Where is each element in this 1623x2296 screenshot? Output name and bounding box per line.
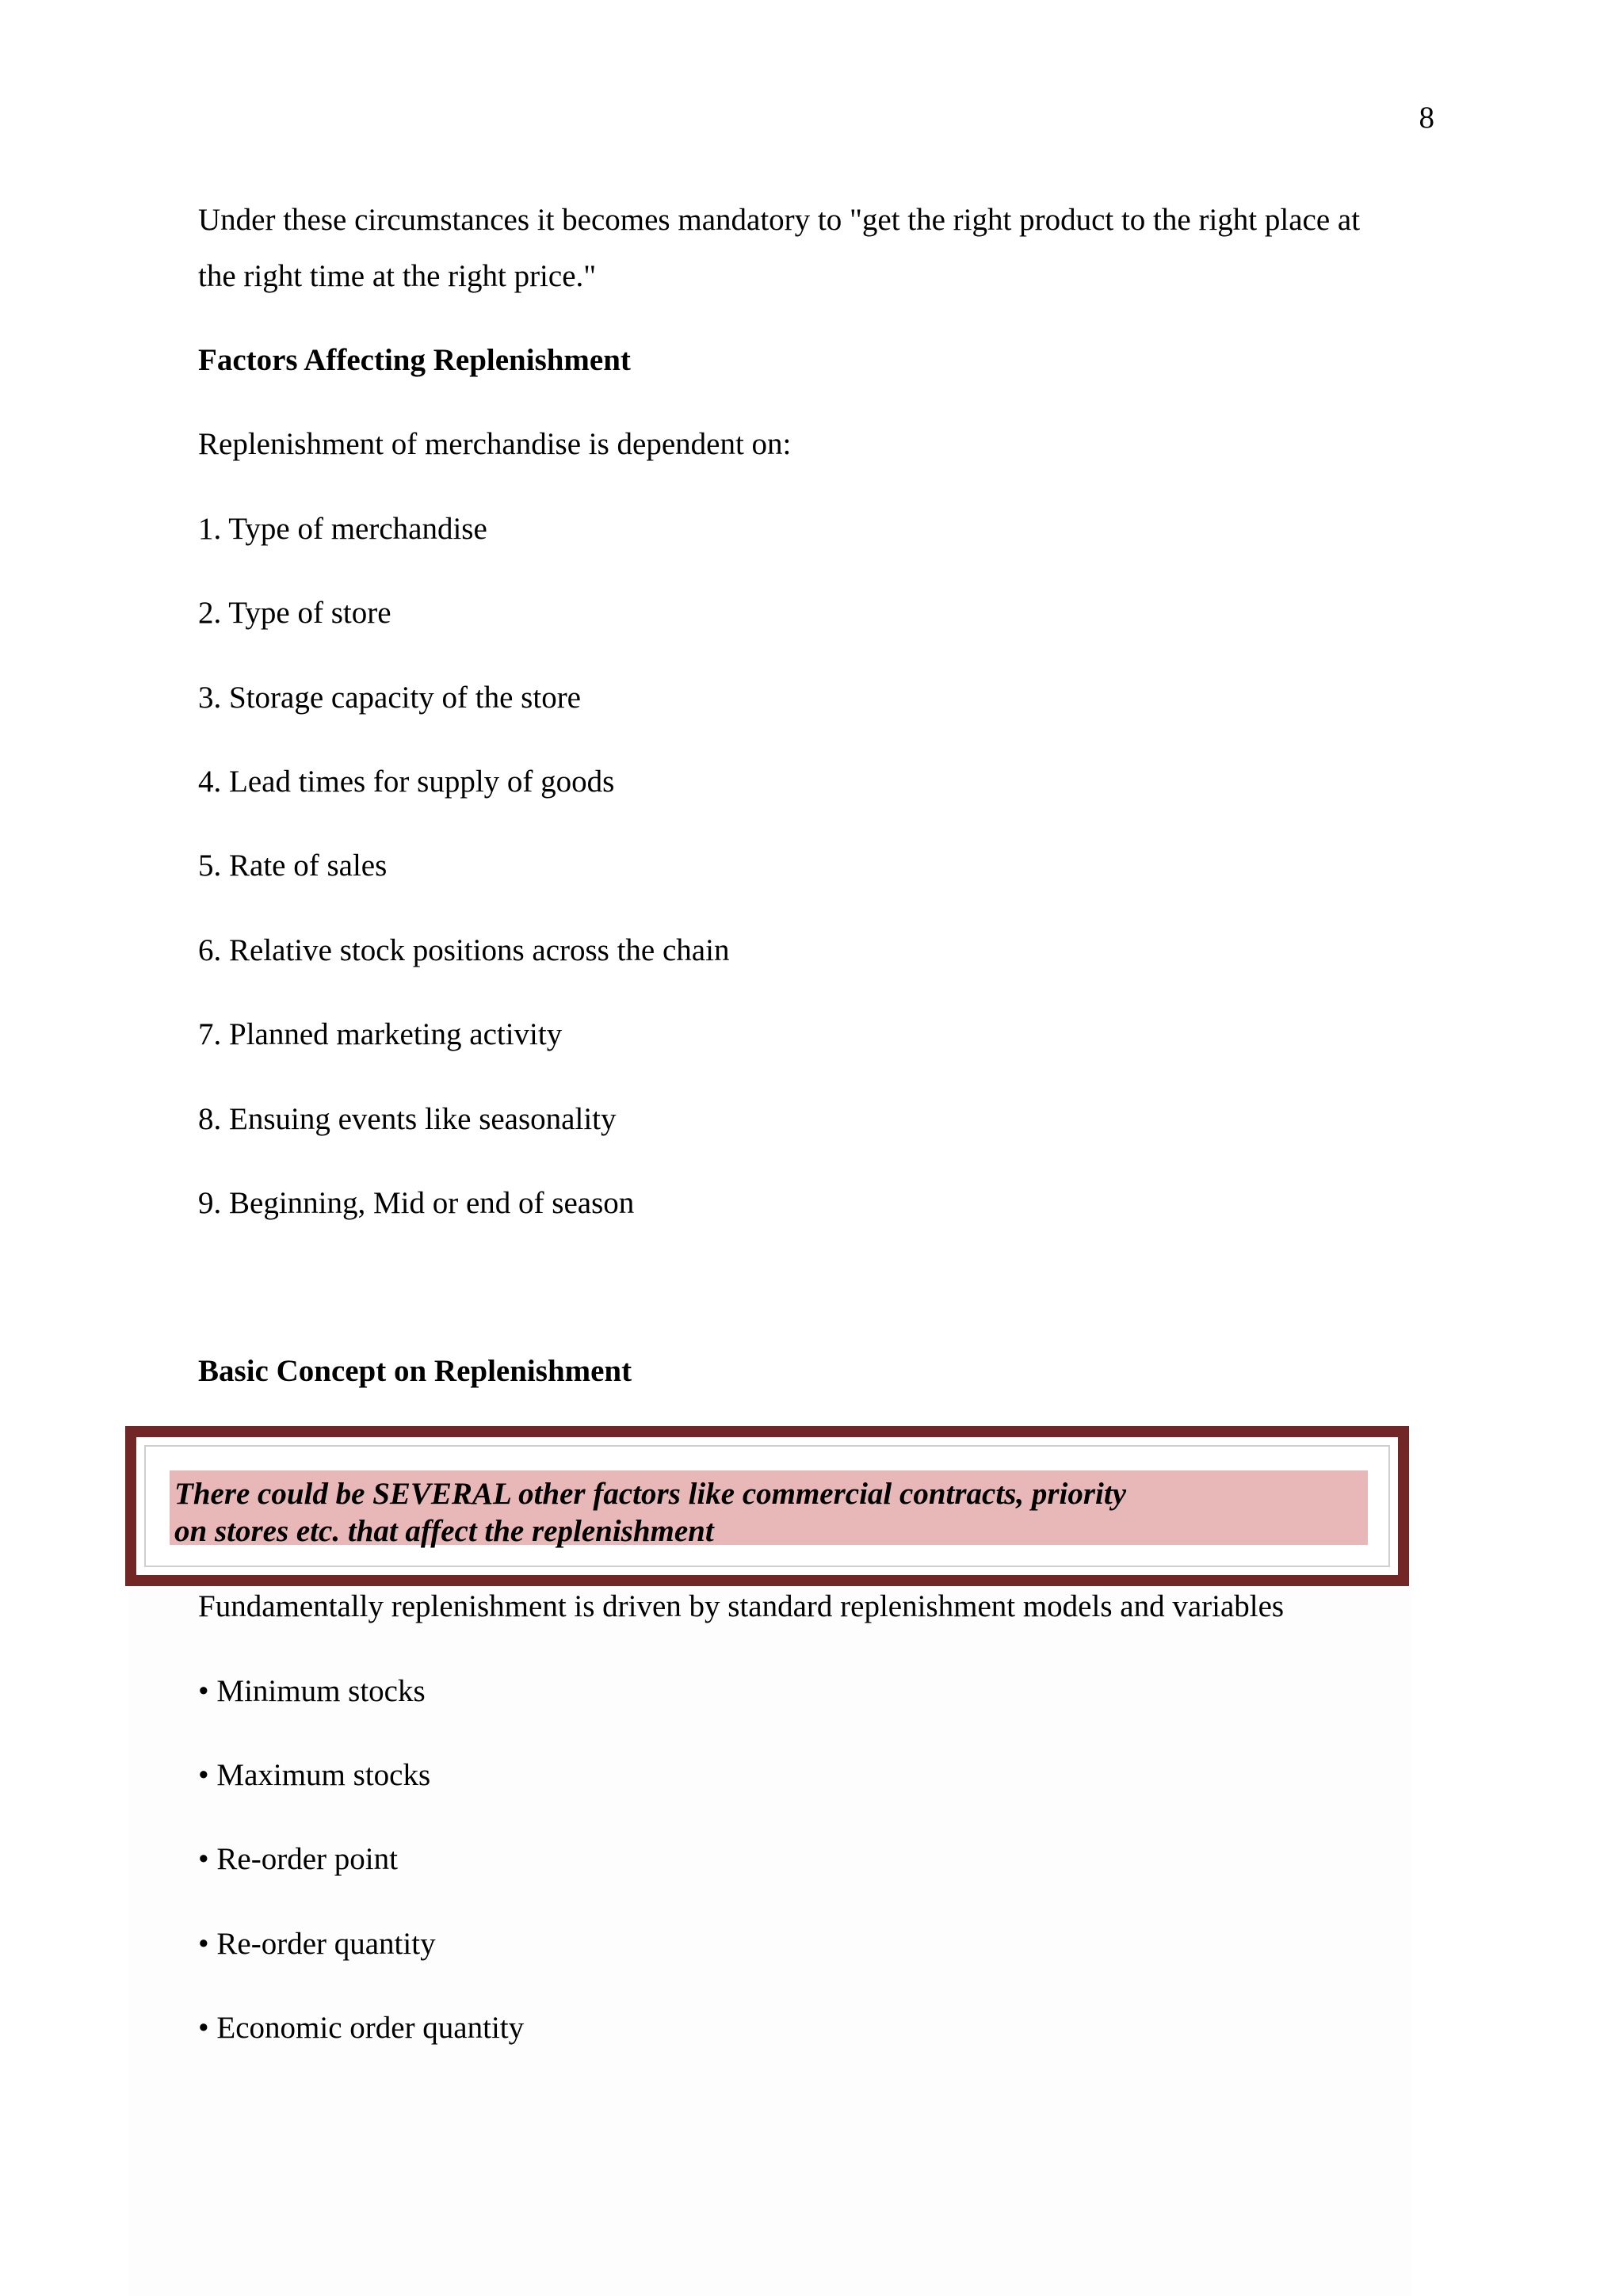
callout-line-1: There could be SEVERAL other factors like commercial contracts, priority — [174, 1477, 1127, 1511]
intro-line-2: the right time at the right price." — [198, 259, 597, 293]
list-item: 6. Relative stock positions across the chain — [198, 933, 730, 967]
list-item: 5. Rate of sales — [198, 849, 388, 883]
callout-box — [125, 1426, 1409, 1586]
basic-concept-lead: Fundamentally replenishment is driven by standard replenishment models and variables — [198, 1589, 1285, 1623]
callout-inner-frame — [144, 1445, 1390, 1567]
list-item: 2. Type of store — [198, 596, 391, 630]
list-item: 1. Type of merchandise — [198, 512, 487, 546]
bullet-item: • Minimum stocks — [198, 1674, 426, 1708]
list-item: 3. Storage capacity of the store — [198, 681, 581, 715]
list-item: 8. Ensuing events like seasonality — [198, 1102, 617, 1136]
callout-text — [174, 1475, 1126, 1550]
section-heading-factors: Factors Affecting Replenishment — [198, 343, 631, 377]
list-item: 9. Beginning, Mid or end of season — [198, 1186, 635, 1220]
bullet-item: • Re-order quantity — [198, 1927, 436, 1961]
bullet-item: • Re-order point — [198, 1842, 398, 1876]
bullet-item: • Maximum stocks — [198, 1758, 431, 1792]
page-number: 8 — [1419, 101, 1434, 135]
callout-line-2: on stores etc. that affect the replenishment — [174, 1514, 714, 1548]
list-item: 7. Planned marketing activity — [198, 1017, 563, 1051]
factors-lead: Replenishment of merchandise is dependent on: — [198, 427, 792, 461]
bullet-item: • Economic order quantity — [198, 2011, 525, 2045]
intro-line-1: Under these circumstances it becomes mandatory to "get the right product to the right place at — [198, 203, 1361, 237]
list-item: 4. Lead times for supply of goods — [198, 765, 615, 799]
section-heading-basic-concept: Basic Concept on Replenishment — [198, 1354, 632, 1388]
